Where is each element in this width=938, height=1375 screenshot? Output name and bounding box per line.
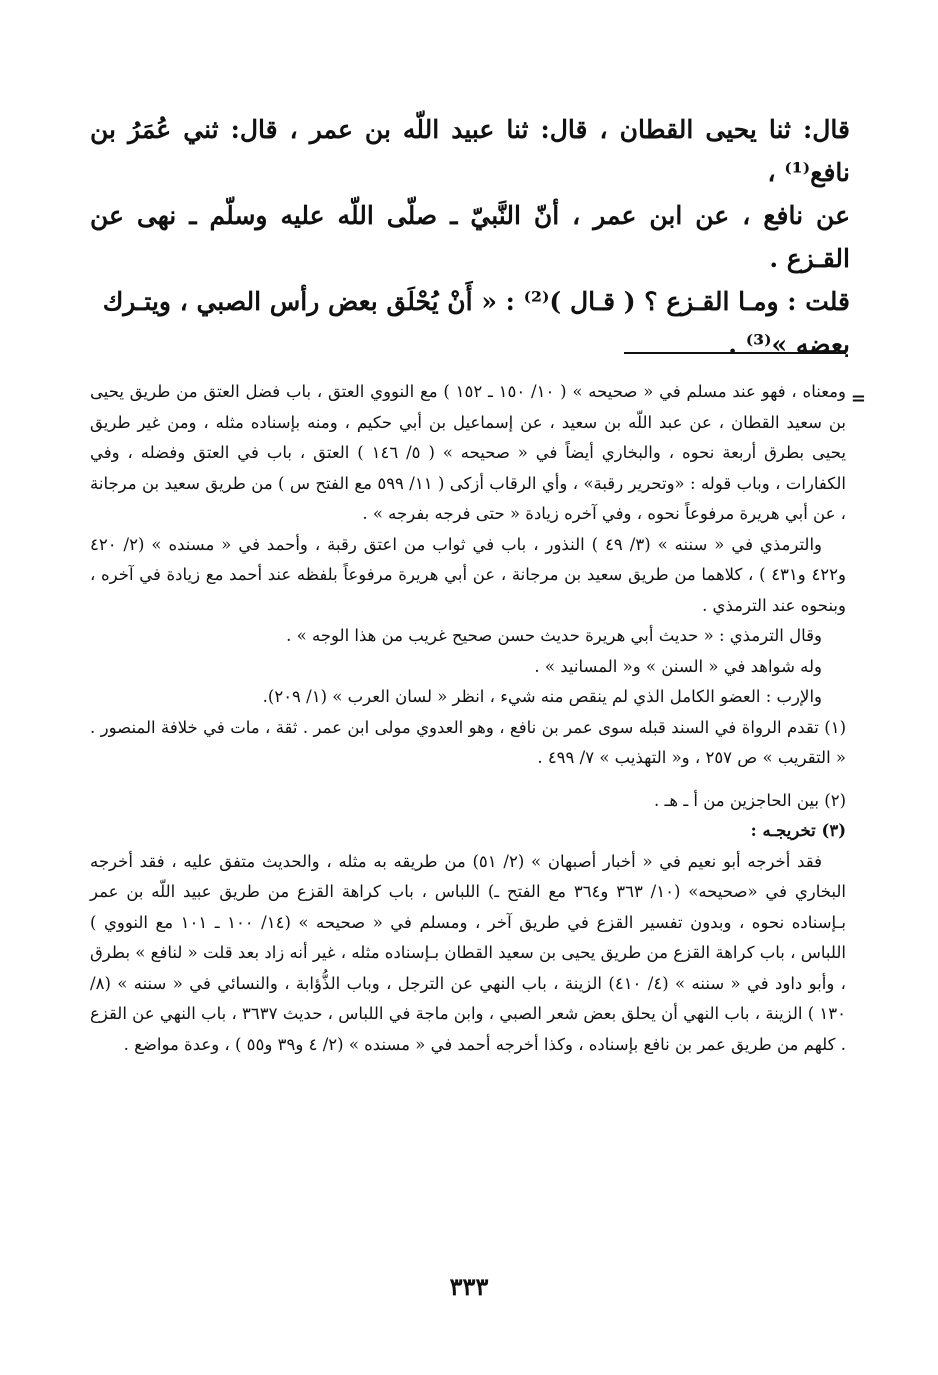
footnote-tirmidhi: والترمذي في « سننه » (٣/ ٤٩ ) النذور ، باب في ثواب من اعتق رقبة ، وأحمد في « مسنده » (٢/ ٤٢٠ و٤٢٢ و٤٣١ ) ، كلاهما من طريق سعيد بن مرجانة ، عن أبي هريرة مرفوعاً بلفظه عند أحمد مع زيادة في آخره ، وبنحوه عند الترمذي . (90, 534, 846, 615)
main-text-line: عن نافع ، عن ابن عمر ، أنّ النَّبيّ ـ صلّى اللّه عليه وسلّم ـ نهى عن القـزع . (90, 201, 850, 273)
footnote-tirmidhi-quote: وقال الترمذي : « حديث أبي هريرة حديث حسن صحيح غريب من هذا الوجه » . (286, 626, 822, 645)
continuation-mark: = (850, 388, 866, 409)
footnote-continuation: ومعناه ، فهو عند مسلم في « صحيحه » ( ١٠/ ١٥٠ ـ ١٥٢ ) مع النووي العتق ، باب فضل العتق من طريق يحيى بن سعيد القطان ، عن عبد اللّه بن سعيد ، عن إسماعيل بن أبي حكيم ، ومنه بإسناده مثله ، ومن غير طريق يحيى بطرق أربعة نحوه ، والبخاري أيضاً في « صحيحه » ( ٥/ ١٤٦ ) العتق ، باب في العتق وفضله ، وفي الكفارات ، وباب قوله : «وتحرير رقبة» ، وأي الرقاب أزكى ( ١١/ ٥٩٩ مع الفتح س ) من طريق سعيد بن مرجانة ، عن أبي هريرة مرفوعاً نحوه ، وفي آخره زيادة « حتى فرجه بفرجه » . (90, 382, 846, 523)
footnote-3-heading: (٣) تخريجـه : (750, 821, 846, 840)
main-text-block (90, 108, 850, 366)
main-text-line: قلت : ومـا القـزع ؟ ( قـال )⁽²⁾ : « أَنْ يُحْلَق بعض رأس الصبي ، ويتـرك (102, 287, 850, 316)
footnote-irb: والإرب : العضو الكامل الذي لم ينقص منه شيء ، انظر « لسان العرب » (١/ ٢٠٩). (262, 687, 822, 706)
footnote-1: (١) تقدم الرواة في السند قبله سوى عمر بن نافع ، وهو العدوي مولى ابن عمر . ثقة ، مات في خلافة المنصور . « التقريب » ص ٢٥٧ ، و« التهذيب » ٧/ ٤٩٩ . (90, 717, 846, 767)
footnotes-block (90, 377, 846, 1060)
main-text-line: بعضه »⁽³⁾ . (728, 330, 850, 359)
footnote-separator (624, 352, 846, 354)
footnote-shawahid: وله شواهد في « السنن » و« المسانيد » . (534, 656, 822, 676)
footnote-2: (٢) بين الحاجزين من أ ـ هـ . (654, 790, 846, 810)
page-number: ٣٣٣ (449, 1272, 489, 1301)
main-text-line: قال: ثنا يحيى القطان ، قال: ثنا عبيد اللّه بن عمر ، قال: ثني عُمَرُ بن نافع⁽¹⁾ ، (90, 115, 850, 187)
footnote-3-body: فقد أخرجه أبو نعيم في « أخبار أصبهان » (٢/ ٥١) من طريقه به مثله ، والحديث متفق عليه ، فقد أخرجه البخاري في «صحيحه» (١٠/ ٣٦٣ و٣٦٤ مع الفتح ـ) اللباس ، باب كراهة القزع من طريق عبيد اللّه بن عمر بـإسناده نحوه ، وبدون تفسير القزع في طريق آخر ، ومسلم في « صحيحه » (١٤/ ١٠٠ ـ ١٠١ مع النووي ) اللباس ، باب كراهة القزع من طريق يحيى بن سعيد القطان بـإسناده مثله ، غير أنه زاد بعد قلت « لنافع » بطرق ، وأبو داود في « سننه » (٤/ ٤١٠) الزينة ، باب النهي عن الترجل ، وباب الذُّؤابة ، والنسائي في « سننه » (٨/ ١٣٠ ) الزينة ، باب النهي أن يحلق بعض شعر الصبي ، وابن ماجة في اللباس ، حديث ٣٦٣٧ ، باب النهي عن القزع . كلهم من طريق عمر بن نافع بإسناده ، وكذا أخرجه أحمد في « مسنده » (٢/ ٤ و٣٩ و٥٥ ) ، وعدة مواضع . (90, 851, 847, 1054)
